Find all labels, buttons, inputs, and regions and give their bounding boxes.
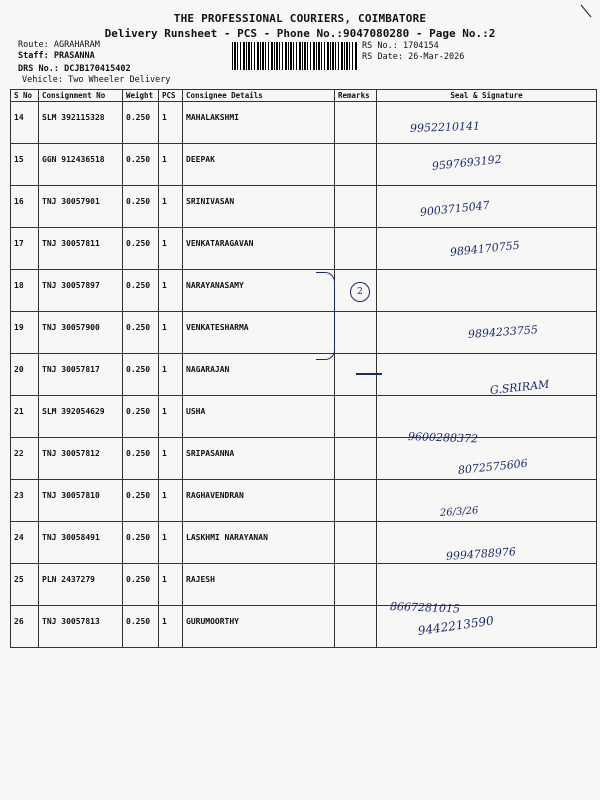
remark-circle-mark: 2 xyxy=(350,282,370,302)
cell-pcs-text: 1 xyxy=(162,533,167,542)
cell-signature xyxy=(377,564,597,606)
cell-pcs-text: 1 xyxy=(162,617,167,626)
table-row xyxy=(11,480,597,522)
cell-sno-text: 26 xyxy=(14,617,24,626)
cell-consignment xyxy=(39,102,123,144)
cell-consignee xyxy=(183,522,335,564)
corner-mark-icon xyxy=(580,4,592,18)
cell-consignment xyxy=(39,522,123,564)
handwritten-dash xyxy=(356,373,382,375)
cell-consignment xyxy=(39,144,123,186)
cell-consignment-text: TNJ 30057897 xyxy=(42,281,100,290)
cell-sno-text: 21 xyxy=(14,407,24,416)
cell-consignment-text: TNJ 30057811 xyxy=(42,239,100,248)
cell-pcs xyxy=(159,522,183,564)
cell-sno-text: 24 xyxy=(14,533,24,542)
cell-sno xyxy=(11,354,39,396)
cell-consignee-text: VENKATESHARMA xyxy=(186,323,249,332)
cell-remarks xyxy=(335,144,377,186)
cell-weight xyxy=(123,564,159,606)
cell-weight xyxy=(123,438,159,480)
vehicle-label: Vehicle: xyxy=(22,75,63,85)
cell-consignee-text: SRINIVASAN xyxy=(186,197,235,206)
cell-consignment xyxy=(39,228,123,270)
cell-consignee-text: NARAYANASAMY xyxy=(186,281,244,290)
cell-pcs-text: 1 xyxy=(162,575,167,584)
cell-consignee-text: LASKHMI NARAYANAN xyxy=(186,533,268,542)
cell-consignee-text: RAJESH xyxy=(186,575,215,584)
cell-remarks xyxy=(335,564,377,606)
route-label: Route: xyxy=(18,40,49,50)
cell-weight-text: 0.250 xyxy=(126,365,151,374)
cell-weight xyxy=(123,144,159,186)
cell-remarks xyxy=(335,438,377,480)
cell-consignment xyxy=(39,396,123,438)
route-value: AGRAHARAM xyxy=(53,40,100,50)
cell-pcs-text: 1 xyxy=(162,491,167,500)
cell-remarks xyxy=(335,228,377,270)
cell-consignee xyxy=(183,606,335,648)
col-header-weight: Weight xyxy=(123,90,159,102)
cell-sno-text: 17 xyxy=(14,239,24,248)
rs-date-label: RS Date: xyxy=(362,52,403,62)
cell-consignment-text: TNJ 30057817 xyxy=(42,365,100,374)
table-row xyxy=(11,396,597,438)
route-line xyxy=(18,40,100,51)
cell-weight xyxy=(123,396,159,438)
cell-pcs xyxy=(159,144,183,186)
cell-sno xyxy=(11,186,39,228)
cell-pcs-text: 1 xyxy=(162,407,167,416)
cell-sno xyxy=(11,228,39,270)
cell-pcs xyxy=(159,396,183,438)
company-title: THE PROFESSIONAL COURIERS, COIMBATORE xyxy=(173,12,427,25)
cell-sno xyxy=(11,564,39,606)
handwritten-signature: 9442213590 xyxy=(417,613,495,638)
handwritten-signature: 9600288372 xyxy=(407,430,479,446)
cell-pcs xyxy=(159,438,183,480)
cell-consignee-text: DEEPAK xyxy=(186,155,215,164)
cell-consignment-text: TNJ 30057810 xyxy=(42,491,100,500)
col-header-consignment: Consignment No xyxy=(39,90,123,102)
cell-sno xyxy=(11,606,39,648)
cell-sno xyxy=(11,438,39,480)
handwritten-signature: 9994788976 xyxy=(445,545,517,563)
cell-remarks xyxy=(335,480,377,522)
cell-pcs xyxy=(159,102,183,144)
cell-weight-text: 0.250 xyxy=(126,617,151,626)
cell-consignee-text: MAHALAKSHMI xyxy=(186,113,239,122)
cell-remarks xyxy=(335,312,377,354)
cell-weight xyxy=(123,228,159,270)
cell-sno xyxy=(11,480,39,522)
cell-consignee xyxy=(183,270,335,312)
cell-weight-text: 0.250 xyxy=(126,491,151,500)
cell-consignee-text: USHA xyxy=(186,407,206,416)
cell-consignment xyxy=(39,606,123,648)
cell-pcs-text: 1 xyxy=(162,113,167,122)
cell-weight-text: 0.250 xyxy=(126,113,151,122)
cell-consignee xyxy=(183,564,335,606)
cell-consignee xyxy=(183,438,335,480)
handwritten-signature: 9003715047 xyxy=(419,198,491,219)
cell-consignment-text: SLM 392115328 xyxy=(42,113,105,122)
rs-date-line xyxy=(362,52,464,63)
handwritten-signature: 9597693192 xyxy=(431,152,503,173)
handwritten-signature: G.SRIRAM xyxy=(489,377,550,397)
cell-remarks xyxy=(335,522,377,564)
drs-line xyxy=(18,64,131,75)
table-row xyxy=(11,270,597,312)
cell-consignment-text: SLM 392054629 xyxy=(42,407,105,416)
drs-value: DCJB170415402 xyxy=(64,64,131,74)
cell-weight-text: 0.250 xyxy=(126,155,151,164)
barcode xyxy=(232,42,358,70)
staff-value: PRASANNA xyxy=(53,51,95,61)
cell-consignee xyxy=(183,312,335,354)
handwritten-signature: 8072575606 xyxy=(457,456,529,477)
rs-date-value: 26-Mar-2026 xyxy=(408,52,465,62)
rs-no-line xyxy=(362,41,439,52)
cell-consignee-text: NAGARAJAN xyxy=(186,365,230,374)
cell-remarks xyxy=(335,186,377,228)
cell-consignment xyxy=(39,480,123,522)
handwritten-signature: 8667281015 xyxy=(389,600,461,616)
cell-weight xyxy=(123,480,159,522)
cell-weight-text: 0.250 xyxy=(126,449,151,458)
cell-weight-text: 0.250 xyxy=(126,533,151,542)
cell-pcs xyxy=(159,270,183,312)
col-header-pcs: PCS xyxy=(159,90,183,102)
cell-pcs xyxy=(159,480,183,522)
cell-sno-text: 23 xyxy=(14,491,24,500)
cell-consignment-text: TNJ 30057901 xyxy=(42,197,100,206)
handwritten-signature: 26/3/26 xyxy=(439,505,479,519)
handwritten-bracket xyxy=(316,272,335,360)
cell-signature xyxy=(377,354,597,396)
table-header-row xyxy=(11,90,597,102)
cell-sno-text: 20 xyxy=(14,365,24,374)
cell-sno-text: 14 xyxy=(14,113,24,122)
cell-pcs-text: 1 xyxy=(162,365,167,374)
cell-consignment-text: TNJ 30057900 xyxy=(42,323,100,332)
cell-signature xyxy=(377,270,597,312)
col-header-remarks: Remarks xyxy=(335,90,377,102)
cell-pcs xyxy=(159,228,183,270)
cell-pcs xyxy=(159,312,183,354)
cell-sno-text: 15 xyxy=(14,155,24,164)
rs-no-label: RS No.: xyxy=(362,41,398,51)
cell-remarks xyxy=(335,102,377,144)
col-header-sno: S No xyxy=(11,90,39,102)
runsheet-subtitle: Delivery Runsheet - PCS - Phone No.:9047080280 - Page No.:2 xyxy=(104,27,496,40)
cell-weight xyxy=(123,522,159,564)
cell-consignment xyxy=(39,354,123,396)
cell-consignment-text: TNJ 30058491 xyxy=(42,533,100,542)
cell-weight xyxy=(123,270,159,312)
staff-line xyxy=(18,51,95,62)
cell-consignee xyxy=(183,228,335,270)
cell-consignee-text: GURUMOORTHY xyxy=(186,617,239,626)
cell-sno-text: 16 xyxy=(14,197,24,206)
cell-consignment xyxy=(39,270,123,312)
cell-remarks xyxy=(335,396,377,438)
staff-label: Staff: xyxy=(18,51,49,61)
cell-weight-text: 0.250 xyxy=(126,239,151,248)
delivery-table xyxy=(10,89,597,648)
cell-consignment xyxy=(39,186,123,228)
cell-consignment-text: GGN 912436518 xyxy=(42,155,105,164)
table-row xyxy=(11,144,597,186)
cell-sno-text: 19 xyxy=(14,323,24,332)
cell-sno xyxy=(11,312,39,354)
col-header-consignee: Consignee Details xyxy=(183,90,335,102)
cell-consignee-text: RAGHAVENDRAN xyxy=(186,491,244,500)
cell-pcs xyxy=(159,606,183,648)
cell-consignee xyxy=(183,102,335,144)
vehicle-line xyxy=(22,75,170,86)
table-row xyxy=(11,606,597,648)
cell-consignment-text: TNJ 30057812 xyxy=(42,449,100,458)
cell-sno-text: 18 xyxy=(14,281,24,290)
cell-weight-text: 0.250 xyxy=(126,407,151,416)
handwritten-signature: 9952210141 xyxy=(409,119,481,135)
cell-consignee xyxy=(183,396,335,438)
cell-weight-text: 0.250 xyxy=(126,281,151,290)
cell-weight-text: 0.250 xyxy=(126,575,151,584)
cell-pcs-text: 1 xyxy=(162,281,167,290)
cell-consignment xyxy=(39,312,123,354)
cell-remarks xyxy=(335,606,377,648)
table-row xyxy=(11,102,597,144)
vehicle-value: Two Wheeler Delivery xyxy=(68,75,171,85)
cell-sno xyxy=(11,144,39,186)
cell-consignee-text: VENKATARAGAVAN xyxy=(186,239,254,248)
cell-sno xyxy=(11,102,39,144)
cell-consignee xyxy=(183,354,335,396)
cell-consignment xyxy=(39,438,123,480)
cell-consignee xyxy=(183,144,335,186)
cell-pcs xyxy=(159,564,183,606)
handwritten-signature: 9894233755 xyxy=(467,323,539,341)
drs-label: DRS No.: xyxy=(18,64,59,74)
cell-weight-text: 0.250 xyxy=(126,197,151,206)
handwritten-signature: 9894170755 xyxy=(449,238,521,259)
col-header-signature: Seal & Signature xyxy=(377,90,597,102)
cell-pcs-text: 1 xyxy=(162,239,167,248)
cell-pcs-text: 1 xyxy=(162,449,167,458)
table-row xyxy=(11,186,597,228)
cell-pcs-text: 1 xyxy=(162,323,167,332)
cell-weight xyxy=(123,312,159,354)
cell-sno xyxy=(11,522,39,564)
cell-pcs-text: 1 xyxy=(162,197,167,206)
cell-consignment xyxy=(39,564,123,606)
rs-no-value: 1704154 xyxy=(402,41,439,51)
cell-sno xyxy=(11,270,39,312)
cell-weight xyxy=(123,102,159,144)
cell-weight-text: 0.250 xyxy=(126,323,151,332)
cell-pcs xyxy=(159,354,183,396)
cell-consignment-text: PLN 2437279 xyxy=(42,575,95,584)
cell-pcs xyxy=(159,186,183,228)
cell-signature xyxy=(377,480,597,522)
cell-consignee xyxy=(183,186,335,228)
cell-pcs-text: 1 xyxy=(162,155,167,164)
cell-weight xyxy=(123,606,159,648)
cell-sno-text: 25 xyxy=(14,575,24,584)
cell-remarks xyxy=(335,354,377,396)
cell-weight xyxy=(123,354,159,396)
cell-consignee-text: SRIPASANNA xyxy=(186,449,235,458)
cell-sno-text: 22 xyxy=(14,449,24,458)
cell-weight xyxy=(123,186,159,228)
cell-consignee xyxy=(183,480,335,522)
cell-consignment-text: TNJ 30057813 xyxy=(42,617,100,626)
table-row xyxy=(11,564,597,606)
cell-sno xyxy=(11,396,39,438)
